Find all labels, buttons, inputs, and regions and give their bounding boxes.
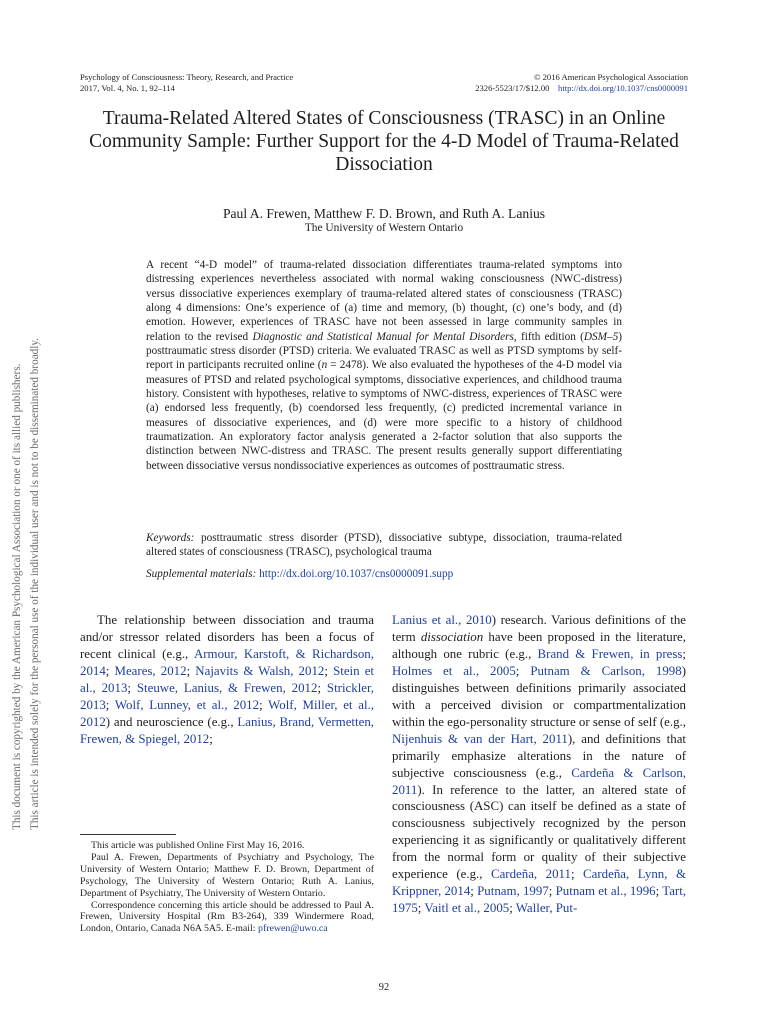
body-column-left: The relationship between dissociation and trauma and/or stressor related disorders has been a focus of recent clinical (e.g., Armour, Karstoft, & Richardson, 2014; Meares, 2012; Najavits & Walsh, 2012; Stein et al., 2013; Steuwe, Lanius, & Frewen, 2012; Strickler, 2013; Wolf, Lunney, et al., 2012; Wolf, Miller, et al., 2012) and neuroscience (e.g., Lanius, Brand, Vermetten, Frewen, & Spiegel, 2012;	[80, 613, 374, 746]
keywords	[146, 531, 622, 560]
manual-title: Diagnostic and Statistical Manual for Mental Disorders	[252, 330, 514, 343]
body-column-right: Lanius et al., 2010) research. Various definitions of the term dissociation have been proposed in the literature, although one rubric (e.g., Brand & Frewen, in press; Holmes et al., 2005; Putnam & Carlson, 1998) distinguishes between definitions primarily associated with a perceived division or compartmentalization within the ego-personality structure or sense of self (e.g., Nijenhuis & van der Hart, 2011), and definitions that primarily emphasize alterations in the nature of subjective consciousness (e.g., Cardeña & Carlson, 2011). In reference to the latter, an altered state of consciousness (ASC) can itself be defined as a state of consciousness subjectively recognized by the person experiencing it as significantly or qualitatively different from the normal form or quality of their subjective experience (e.g., Cardeña, 2011; Cardeña, Lynn, & Krippner, 2014; Putnam, 1997; Putnam et al., 1996; Tart, 1975; Vaitl et al., 2005; Waller, Put-	[392, 613, 687, 916]
citation-link[interactable]: Brand & Frewen, in press	[537, 646, 683, 661]
footnote-published: This article was published Online First May 16, 2016.	[91, 840, 305, 851]
citation-link[interactable]: Strickler, 2013	[80, 680, 374, 712]
doi-link[interactable]: http://dx.doi.org/10.1037/cns0000091	[558, 82, 688, 93]
footnote-affiliations: Paul A. Frewen, Departments of Psychiatry and Psychology, The University of Western Ontario; Matthew F. D. Brown, Department of Psychology, The University of Western Ontario; Ruth A. Lanius, Department of Psychiatry, The University of Western Ontario.	[80, 851, 374, 899]
issn-doi-line	[475, 83, 688, 94]
page-number: 92	[378, 982, 390, 993]
citation-link[interactable]: Putnam et al., 1996	[555, 884, 656, 899]
keywords-label: Keywords:	[146, 532, 195, 544]
issn: 2326-5523/17/$12.00	[475, 82, 550, 93]
term-dissociation: dissociation	[420, 629, 484, 644]
citation-link[interactable]: Wolf, Miller, et al., 2012	[80, 697, 374, 729]
dsm-abbrev: DSM–5	[583, 330, 619, 343]
keywords-text: posttraumatic stress disorder (PTSD), dissociative subtype, dissociation, trauma-related altered states of consciousness (TRASC), psychological trauma	[146, 532, 622, 559]
author-list: Paul A. Frewen, Matthew F. D. Brown, and Ruth A. Lanius	[222, 206, 546, 221]
citation-link[interactable]: Putnam & Carlson, 1998	[530, 663, 682, 678]
citation-link[interactable]: Lanius, Brand, Vermetten, Frewen, & Spiegel, 2012	[80, 714, 374, 746]
citation-link[interactable]: Armour, Karstoft, & Richardson, 2014	[80, 646, 374, 678]
affiliation: The University of Western Ontario	[304, 222, 464, 234]
citation-link[interactable]: Lanius et al., 2010	[392, 613, 492, 627]
supplemental-link[interactable]: http://dx.doi.org/10.1037/cns0000091.supp	[259, 568, 454, 580]
citation-link[interactable]: Cardeña & Carlson, 2011	[392, 765, 686, 797]
citation-link[interactable]: Meares, 2012	[114, 663, 187, 678]
copyright-notice-line-1: This document is copyrighted by the American Psychological Association or one of its allied publishers.	[11, 363, 23, 830]
n-symbol: n	[321, 359, 328, 372]
citation-link[interactable]: Cardeña, Lynn, & Krippner, 2014	[392, 867, 686, 899]
email-link[interactable]: pfrewen@uwo.ca	[258, 923, 328, 935]
citation-link[interactable]: Stein et al., 2013	[80, 663, 374, 695]
supplemental-materials	[146, 567, 622, 581]
copyright-line: © 2016 American Psychological Association	[533, 72, 688, 82]
footnotes	[80, 840, 374, 935]
citation-link[interactable]: Najavits & Walsh, 2012	[195, 663, 325, 678]
journal-header	[80, 72, 293, 93]
abstract: A recent “4-D model” of trauma-related dissociation differentiates trauma-related symptoms into distressing experiences nevertheless associated with normal waking consciousness (NWC-distress) versus dissociative experiences exemplary of trauma-related altered states of consciousness (TRASC) along 4 dimensions: One’s experience of (a) time and memory, (b) thought, (c) one’s body, and (d) emotion. However, experiences of TRASC have not been assessed in large community samples in relation to the revised Diagnostic and Statistical Manual for Mental Disorders, fifth edition (DSM–5) posttraumatic stress disorder (PTSD) criteria. We evaluated TRASC as well as PTSD symptoms by self-report in participants recruited online (n = 2478). We also evaluated the hypotheses of the 4-D model via measures of PTSD and related psychological symptoms, dissociative experiences, and childhood trauma history. Consistent with hypotheses, relative to symptoms of NWC-distress, experiences of TRASC were (a) endorsed less frequently, (b) coendorsed less frequently, (c) predicted incremental variance in measures of dissociative experiences, and (d) were more specific to a history of childhood traumatization. An exploratory factor analysis generated a 2-factor solution that also supports the distinction between NWC-distress and TRASC. The present results generally support differentiating between dissociative versus nondissociative experiences as outcomes of posttraumatic stress.	[146, 259, 623, 472]
citation-link[interactable]: Waller, Put-	[515, 901, 578, 916]
copyright-header	[475, 72, 688, 93]
citation-link[interactable]: Nijenhuis & van der Hart, 2011	[392, 731, 568, 746]
citation-link[interactable]: Tart, 1975	[392, 884, 687, 916]
citation-link[interactable]: Putnam, 1997	[477, 884, 549, 899]
copyright-notice-line-2: This article is intended solely for the personal use of the individual user and is not to be disseminated broadly.	[29, 337, 41, 830]
citation-link[interactable]: Cardeña, 2011	[490, 867, 571, 882]
footnote-rule	[80, 834, 176, 835]
article-title: Trauma-Related Altered States of Consciousness (TRASC) in an Online Community Sample: Further Support for the 4-D Model of Trauma-Related Dissociation	[89, 108, 679, 175]
supplemental-label: Supplemental materials:	[146, 568, 257, 580]
citation-link[interactable]: Steuwe, Lanius, & Frewen, 2012	[136, 680, 318, 695]
volume-line: 2017, Vol. 4, No. 1, 92–114	[80, 82, 175, 93]
citation-link[interactable]: Vaitl et al., 2005	[424, 901, 510, 916]
abstract-text-1: A recent “4-D model” of trauma-related dissociation differentiates trauma-related symptoms into distressing experiences nevertheless associated with normal waking consciousness (NWC-distress) versus dissociative experiences exemplary of trauma-related altered states of consciousness (TRASC) along 4 dimensions: One’s experience of (a) time and memory, (b) thought, (c) one’s body, and (d) emotion. However, experiences of TRASC have not been assessed in large community samples in relation to the revised	[146, 259, 622, 343]
footnote-correspondence: Correspondence concerning this article should be addressed to Paul A. Frewen, University Hospital (Rm B3-264), 339 Windermere Road, London, Ontario, Canada N6A 5A5. E-mail: pfrewen@uwo.ca	[80, 899, 374, 935]
journal-name: Psychology of Consciousness: Theory, Research, and Practice	[80, 72, 294, 82]
citation-link[interactable]: Holmes et al., 2005	[392, 663, 516, 678]
citation-link[interactable]: Wolf, Lunney, et al., 2012	[114, 697, 260, 712]
